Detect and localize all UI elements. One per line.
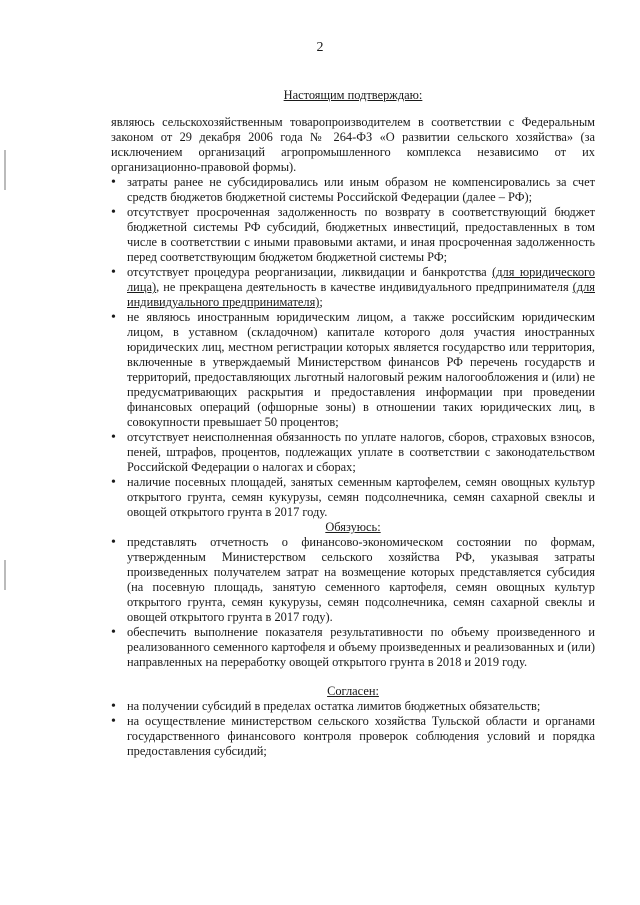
confirm-item-2: • отсутствует просроченная задолженность по возврату в соответствующий бюджет бюджетной системы РФ субсидий, бюджетных инвестиций, предоставленных в том числе в соответствии с иными правовыми актами, и иная просроченная задолженность перед соответствующим бюджетом бюджетной системы РФ;: [111, 205, 595, 265]
confirm-item-1: • затраты ранее не субсидировались или иным образом не компенсировались за счет средств бюджетов бюджетной системы Российской Федерации (далее – РФ);: [111, 175, 595, 205]
legal-entity-note: (для юридического лица): [127, 265, 595, 294]
confirm-item-5: • отсутствует неисполненная обязанность по уплате налогов, сборов, страховых взносов, пеней, штрафов, процентов, подлежащих уплате в соответствии с законодательством Российской Федерации о налогах и сборах;: [111, 430, 595, 475]
scan-edge-mark: [4, 150, 6, 190]
document-body: [111, 88, 595, 759]
agree-item-1: • на получении субсидий в пределах остатка лимитов бюджетных обязательств;: [111, 699, 595, 714]
oblige-item-1: • представлять отчетность о финансово-экономическом состоянии по формам, утвержденным Министерством сельского хозяйства РФ, указывая затраты произведенных получателем затрат на возмещение которых представляется субсидия (на посевную площадь, занятую семенного картофеля, семян овощных культур открытого грунта, семян кукурузы, семян подсолнечника, семян сахарной свеклы и овощей открытого грунта в 2017 году).: [111, 535, 595, 625]
confirm-list: [111, 175, 595, 520]
confirm-item-3: [111, 265, 595, 310]
confirm-item-3-text-a: отсутствует процедура реорганизации, ликвидации и банкротства: [127, 265, 493, 279]
entrepreneur-note: (для индивидуального предпринимателя): [127, 280, 595, 309]
confirm-intro: являюсь сельскохозяйственным товаропроизводителем в соответствии с Федеральным законом от 29 декабря 2006 года № 264-ФЗ «О развитии сельского хозяйства» (за исключением организаций агропромышленного комплекса независимо от их организационно-правовой формы).: [111, 115, 595, 174]
confirm-item-4: • не являюсь иностранным юридическим лицом, а также российским юридическим лицом, в уставном (складочном) капитале которого доля участия иностранных юридических лиц, местном регистрации которых является государство или территория, включенные в утверждаемый Министерством финансов РФ перечень государств и территорий, предоставляющих льготный налоговый режим налогообложения и (или) не предусматривающих раскрытия и предоставления информации при проведении финансовых операций (офшорные зоны) в отношении таких юридических лиц, в совокупности превышает 50 процентов;: [111, 310, 595, 430]
agree-heading: Согласен:: [327, 684, 379, 698]
scan-edge-mark: [4, 560, 6, 590]
oblige-item-2: • обеспечить выполнение показателя результативности по объему произведенного и реализованного семенного картофеля и объему произведенных и реализованных и (или) направленных на переработку овощей открытого грунта в 2018 и 2019 году.: [111, 625, 595, 670]
agree-list: [111, 699, 595, 759]
confirm-heading: Настоящим подтверждаю:: [283, 88, 423, 102]
confirm-item-3-text-b: , не прекращена деятельность в качестве индивидуального предпринимателя: [156, 280, 573, 294]
oblige-heading: Обязуюсь:: [325, 520, 381, 534]
oblige-list: [111, 535, 595, 670]
page-number: 2: [316, 40, 324, 55]
agree-item-2: • на осуществление министерством сельского хозяйства Тульской области и органами государственного финансового контроля проверок соблюдения условий и порядка предоставления субсидий;: [111, 714, 595, 759]
confirm-item-3-text-c: ;: [319, 295, 323, 309]
confirm-item-6: • наличие посевных площадей, занятых семенным картофелем, семян овощных культур открытого грунта, семян кукурузы, семян подсолнечника, семян сахарной свеклы и овощей открытого грунта в 2017 году.: [111, 475, 595, 520]
